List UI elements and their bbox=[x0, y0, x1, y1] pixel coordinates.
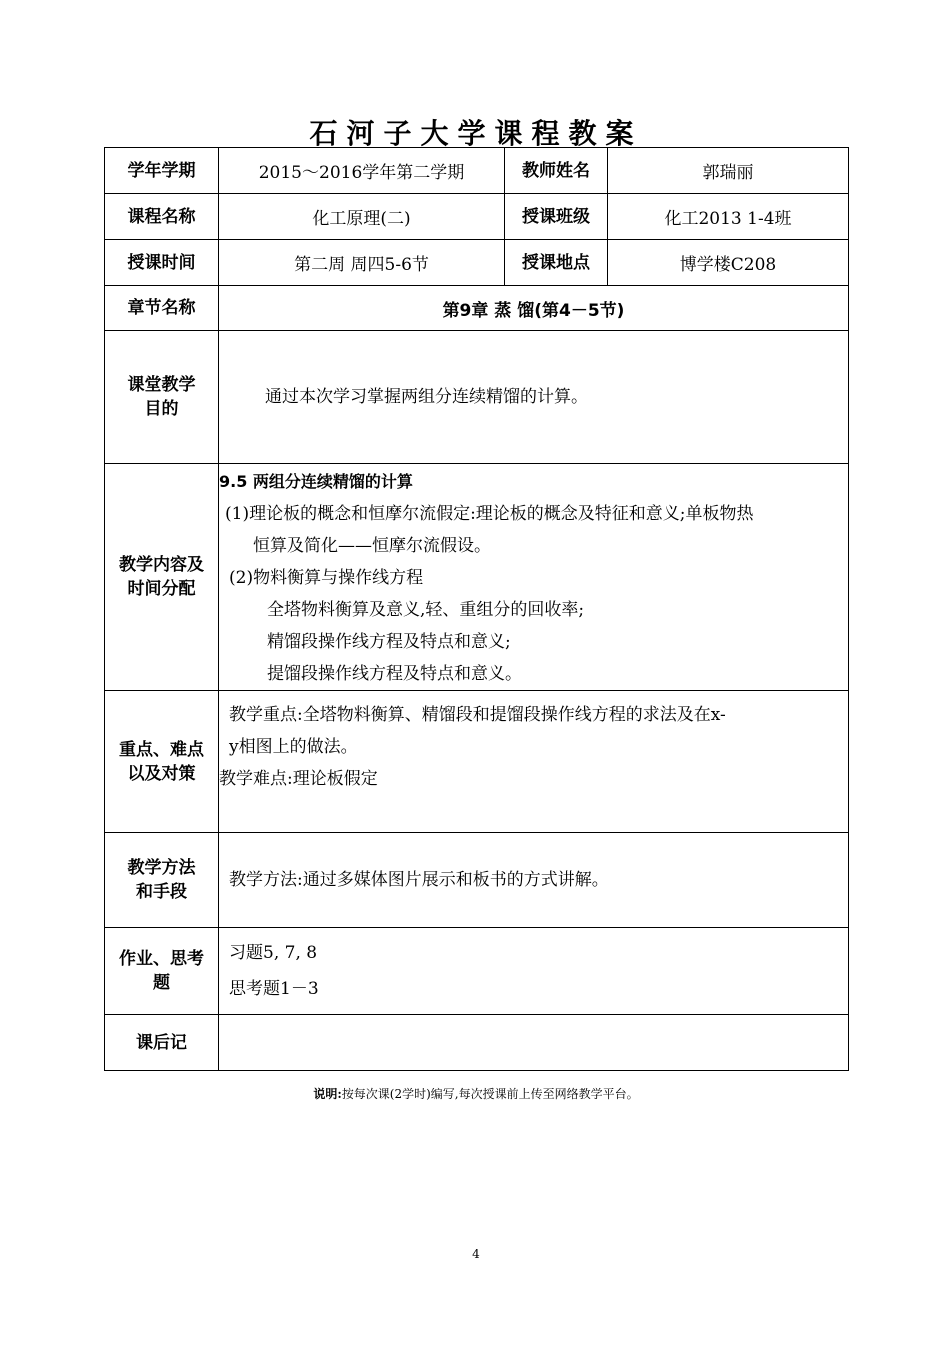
key-points-line-3: 教学难点:理论板假定 bbox=[219, 769, 378, 789]
footer-note-text: 按每次课(2学时)编写,每次授课前上传至网络教学平台。 bbox=[341, 1087, 639, 1101]
value-time: 第二周 周四5-6节 bbox=[219, 240, 505, 286]
label-year-term: 学年学期 bbox=[105, 148, 219, 194]
key-points-line-1: 教学重点:全塔物料衡算、精馏段和提馏段操作线方程的求法及在x- bbox=[229, 705, 726, 725]
row-chapter bbox=[105, 286, 849, 331]
document-title: 石河子大学课程教案 bbox=[309, 117, 643, 150]
label-time: 授课时间 bbox=[105, 240, 219, 286]
value-notes bbox=[219, 1015, 849, 1071]
label-key-points bbox=[105, 691, 219, 833]
lesson-plan-table bbox=[104, 147, 849, 1071]
row-year-term bbox=[105, 148, 849, 194]
label-homework-text: 作业、思考题 bbox=[118, 949, 204, 993]
row-content bbox=[105, 464, 849, 691]
content-line-2: 恒算及简化——恒摩尔流假设。 bbox=[253, 536, 491, 556]
label-chapter: 章节名称 bbox=[105, 286, 219, 331]
value-content bbox=[219, 464, 849, 691]
content-heading: 9.5 两组分连续精馏的计算 bbox=[219, 472, 413, 491]
footer-note bbox=[0, 1085, 952, 1102]
row-notes bbox=[105, 1015, 849, 1071]
value-key-points bbox=[219, 691, 849, 833]
value-homework bbox=[219, 928, 849, 1015]
label-methods-text: 教学方法和手段 bbox=[127, 858, 196, 902]
label-methods bbox=[105, 833, 219, 928]
row-course bbox=[105, 194, 849, 240]
content-line-6: 提馏段操作线方程及特点和意义。 bbox=[267, 664, 522, 684]
row-time bbox=[105, 240, 849, 286]
row-homework bbox=[105, 928, 849, 1015]
value-methods bbox=[219, 833, 849, 928]
goal-text: 通过本次学习掌握两组分连续精馏的计算。 bbox=[265, 387, 588, 407]
value-year-term: 2015～2016学年第二学期 bbox=[219, 148, 505, 194]
row-methods bbox=[105, 833, 849, 928]
label-notes: 课后记 bbox=[105, 1015, 219, 1071]
label-key-points-text: 重点、难点以及对策 bbox=[118, 739, 204, 784]
label-goal-text: 课堂教学目的 bbox=[127, 375, 196, 419]
methods-text: 教学方法:通过多媒体图片展示和板书的方式讲解。 bbox=[229, 870, 609, 890]
label-course: 课程名称 bbox=[105, 194, 219, 240]
value-class: 化工2013 1-4班 bbox=[608, 194, 849, 240]
page-number: 4 bbox=[472, 1247, 480, 1261]
label-homework bbox=[105, 928, 219, 1015]
content-line-4: 全塔物料衡算及意义,轻、重组分的回收率; bbox=[267, 600, 585, 620]
label-content bbox=[105, 464, 219, 691]
row-goal bbox=[105, 331, 849, 464]
content-line-1: (1)理论板的概念和恒摩尔流假定:理论板的概念及特征和意义;单板物热 bbox=[225, 504, 754, 524]
homework-line-2: 思考题1－3 bbox=[229, 979, 319, 999]
label-content-text: 教学内容及时间分配 bbox=[118, 555, 204, 599]
homework-line-1: 习题5, 7, 8 bbox=[229, 943, 318, 963]
footer-note-label: 说明: bbox=[313, 1087, 342, 1101]
label-location: 授课地点 bbox=[505, 240, 608, 286]
row-key-points bbox=[105, 691, 849, 833]
value-teacher: 郭瑞丽 bbox=[608, 148, 849, 194]
content-line-5: 精馏段操作线方程及特点和意义; bbox=[267, 632, 511, 652]
content-line-3: (2)物料衡算与操作线方程 bbox=[229, 568, 424, 588]
label-teacher: 教师姓名 bbox=[505, 148, 608, 194]
value-location: 博学楼C208 bbox=[608, 240, 849, 286]
value-chapter: 第9章 蒸 馏(第4－5节) bbox=[219, 286, 849, 331]
label-class: 授课班级 bbox=[505, 194, 608, 240]
value-course: 化工原理(二) bbox=[219, 194, 505, 240]
value-goal bbox=[219, 331, 849, 464]
key-points-line-2: y相图上的做法。 bbox=[229, 737, 358, 757]
label-goal bbox=[105, 331, 219, 464]
